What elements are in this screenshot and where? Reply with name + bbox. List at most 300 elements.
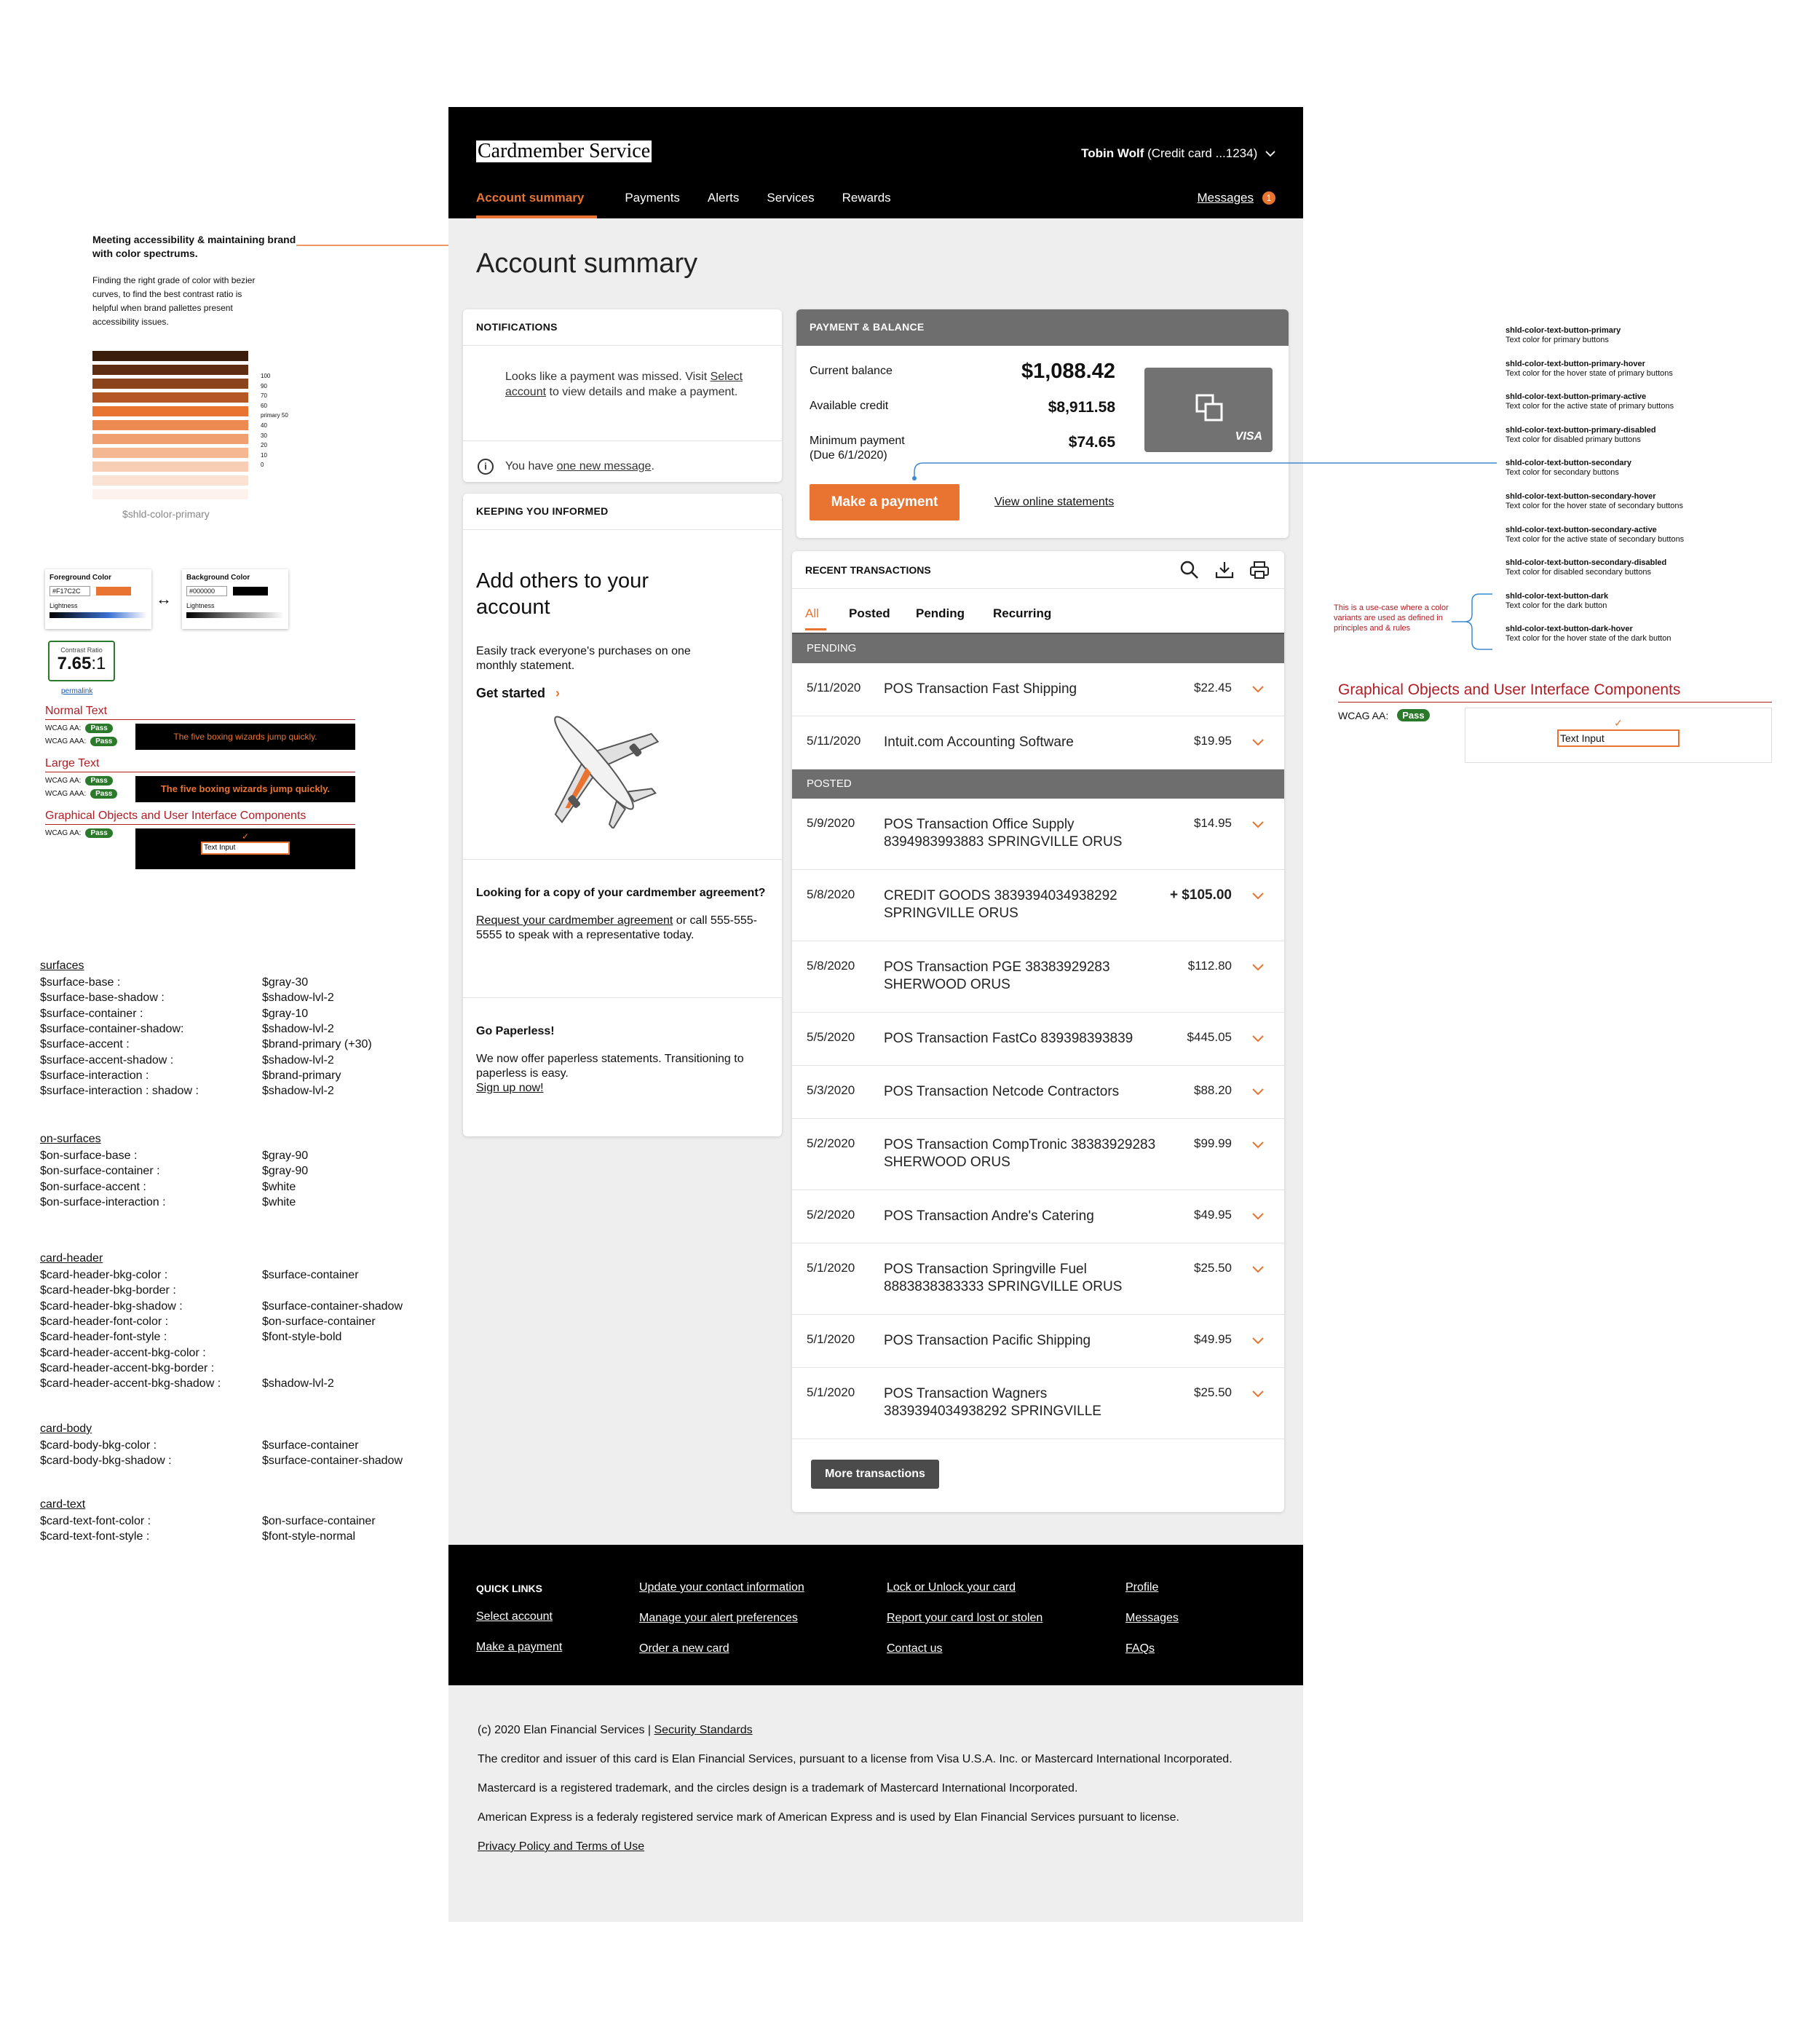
transaction-date: 5/2/2020 [807,1208,855,1222]
spectrum-body: Finding the right grade of color with bezier curves, to find the best contrast ratio is helpful when brand pallettes present accessibility issues. [92,275,256,327]
quick-links-heading: QUICK LINKS [476,1583,542,1594]
token-description: Text color for disabled secondary buttons [1506,568,1651,577]
agreement-title: Looking for a copy of your cardmember agreement? [476,887,766,899]
token-value: $shadow-lvl-2 [262,1377,334,1390]
large-text-heading: Large Text [45,757,100,769]
text: Looks like a payment was missed. Visit [505,371,711,383]
footer-link-profile[interactable]: Profile [1125,1581,1159,1594]
chevron-down-icon[interactable] [1252,1033,1264,1045]
contrast-ratio [48,641,115,681]
normal-text-sample: The five boxing wizards jump quickly. [135,724,355,750]
token-name: shld-color-text-button-primary-disabled [1506,425,1656,435]
more-transactions-button[interactable]: More transactions [811,1460,939,1489]
chevron-down-icon[interactable] [1252,1388,1264,1400]
token-value: $surface-container [262,1439,359,1452]
bg-lightness-label: Lightness [186,602,215,609]
text-input-sample[interactable]: Text Input [1557,729,1679,747]
transaction-description: Intuit.com Accounting Software [884,735,1074,750]
token-group-heading: card-text [40,1498,86,1511]
wcag-aa-label: WCAG AA: [1338,709,1389,721]
color-swatch [92,365,248,375]
chevron-down-icon[interactable] [1252,1139,1264,1151]
privacy-link[interactable]: Privacy Policy and Terms of Use [478,1840,645,1853]
transaction-tabs [792,589,1284,634]
tab-pending[interactable]: Pending [916,606,965,620]
token-key: $card-header-accent-bkg-border : [40,1361,215,1374]
current-balance-row [810,360,1115,399]
button-token [1506,558,1746,577]
nav-account-summary[interactable]: Account summary [476,191,597,218]
token-value: $surface-container-shadow [262,1299,403,1313]
use-case-note: This is a use-case where a color variants are used as defined in principles and & rules [1334,604,1449,633]
select-account-link[interactable]: Select account [505,371,743,398]
transaction-date: 5/2/2020 [807,1136,855,1150]
token-key: $surface-accent-shadow : [40,1053,174,1067]
transaction-date: 5/11/2020 [807,734,861,748]
chevron-right-icon: › [555,686,561,700]
button-token [1506,360,1746,379]
swatch-label: 60 [261,402,267,409]
token-description: Text color for the active state of secondary buttons [1506,534,1685,544]
transaction-date: 5/9/2020 [807,816,855,830]
bg-hex-input[interactable]: #000000 [186,586,227,596]
new-message-link[interactable]: one new message [556,460,652,472]
transaction-date: 5/5/2020 [807,1030,855,1044]
make-payment-button[interactable]: Make a payment [810,484,960,521]
tab-recurring[interactable]: Recurring [993,606,1052,620]
transaction-amount: $49.95 [1194,1208,1232,1222]
token-value: $on-surface-container [262,1315,376,1328]
transaction-description: POS Transaction Netcode Contractors [884,1084,1120,1099]
ratio-suffix: :1 [91,654,106,673]
token-value: $font-style-normal [262,1530,356,1543]
available-credit-value: $8,911.58 [1048,399,1115,416]
token-value: $shadow-lvl-2 [262,1053,334,1067]
transaction-amount: $112.80 [1187,959,1232,973]
transaction-description: POS Transaction Fast Shipping [884,681,1077,697]
transaction-date: 5/8/2020 [807,959,855,973]
paperless-body: We now offer paperless statements. Transitioning to paperless is easy. [476,1053,744,1080]
footer-link-faqs[interactable]: FAQs [1125,1642,1155,1655]
airplane-illustration [529,697,660,828]
legal-p1: The creditor and issuer of this card is Elan Financial Services, pursuant to a license from Visa U.S.A. Inc. or Mastercard International Incorporated. [478,1753,1233,1765]
keeping-title: KEEPING YOU INFORMED [463,494,782,530]
download-icon[interactable] [1214,560,1235,580]
token-name: shld-color-text-button-dark [1506,591,1609,601]
token-key: $on-surface-base : [40,1150,138,1162]
table-row[interactable] [792,1243,1284,1315]
color-swatch [92,379,248,389]
copyright: (c) 2020 Elan Financial Services | [478,1724,654,1736]
view-statements-link[interactable]: View online statements [994,496,1115,508]
footer-link-order-card[interactable]: Order a new card [639,1642,729,1655]
transaction-amount: $25.50 [1194,1261,1232,1275]
pass-badge: Pass [85,828,112,838]
chevron-down-icon[interactable] [1252,1086,1264,1098]
account-switcher[interactable] [1081,146,1275,161]
button-token [1506,625,1746,644]
token-key: $on-surface-interaction : [40,1195,166,1208]
wcag-aaa-label: WCAG AAA: [45,737,87,745]
token-name: shld-color-text-button-primary [1506,326,1621,335]
token-key: $surface-interaction : shadow : [40,1085,199,1098]
footer-link-alert-preferences[interactable]: Manage your alert preferences [639,1612,798,1624]
transaction-date: 5/1/2020 [807,1385,855,1399]
chevron-down-icon[interactable] [1252,1335,1264,1347]
check-icon: ✓ [1614,717,1623,729]
wcag-aa-row [45,724,113,733]
messages-link[interactable] [1198,191,1275,205]
button-token [1506,326,1746,345]
divider [45,719,355,720]
quick-links-footer [448,1545,1303,1685]
swatch-label: 90 [261,382,267,389]
transaction-date: 5/1/2020 [807,1261,855,1275]
pass-badge: Pass [90,737,117,746]
graphical-sample [135,828,355,869]
current-balance-label: Current balance [810,365,893,377]
token-group-heading: on-surfaces [40,1133,101,1145]
swatch-label: primary 50 [261,412,288,419]
button-token [1506,592,1746,611]
token-key: $card-body-bkg-color : [40,1439,157,1452]
chevron-down-icon[interactable] [1252,684,1264,695]
token-key: $card-text-font-color : [40,1515,151,1527]
button-token [1506,426,1746,445]
transaction-amount: $22.45 [1194,681,1232,695]
agreement-section [463,859,782,997]
wcag-aaa-label: WCAG AAA: [45,790,87,798]
fg-lightness-slider[interactable] [50,612,147,618]
wcag-aa-row [1338,709,1430,721]
transactions-title: RECENT TRANSACTIONS [805,564,931,576]
transaction-date: 5/11/2020 [807,681,861,695]
table-row[interactable] [792,1315,1284,1368]
background-picker[interactable] [182,569,288,629]
token-key: $card-text-font-style : [40,1530,150,1543]
color-swatch [92,462,248,472]
transaction-amount: $88.20 [1194,1083,1232,1097]
color-swatch [92,489,248,499]
large-text-sample: The five boxing wizards jump quickly. [135,776,355,802]
token-key: $card-header-bkg-border : [40,1284,176,1297]
text: You have [505,460,554,472]
transaction-date: 5/1/2020 [807,1332,855,1346]
token-value: $font-style-bold [262,1331,342,1344]
token-value: $shadow-lvl-2 [262,1085,334,1098]
payment-title: PAYMENT & BALANCE [796,309,1289,346]
pass-badge: Pass [1397,709,1429,721]
notification-message [463,346,782,441]
token-value: $white [262,1195,296,1208]
pass-badge: Pass [85,776,112,786]
main-nav [476,191,919,218]
nav-rewards[interactable]: Rewards [842,191,891,205]
nav-services[interactable]: Services [767,191,815,205]
balance-rows [810,360,1115,469]
messages-badge: 1 [1262,191,1275,205]
agreement-text: or call 555-555-5555 to speak with a representative today. [476,914,757,941]
fg-hex-input[interactable]: #F17C2C [50,586,90,596]
foreground-picker[interactable] [45,569,151,629]
chevron-down-icon[interactable] [1252,890,1264,902]
transaction-description: POS Transaction CompTronic 38383929283 SHERWOOD ORUS [884,1137,1156,1170]
token-name: shld-color-text-button-primary-hover [1506,359,1645,368]
tab-posted[interactable]: Posted [849,606,890,620]
normal-text-heading: Normal Text [45,705,108,717]
chevron-down-icon[interactable] [1252,819,1264,831]
notification-footer [463,441,782,492]
fg-chip [96,587,131,595]
bg-lightness-slider[interactable] [186,612,284,618]
nav-alerts[interactable]: Alerts [707,191,740,205]
transaction-amount: $445.05 [1187,1030,1232,1044]
swatch-label: 40 [261,422,267,429]
table-row[interactable] [792,1066,1284,1119]
promo-description: Easily track everyone's purchases on one monthly statement. [476,645,691,672]
graphical-sample-light [1465,708,1772,763]
token-name: shld-color-text-button-primary-active [1506,392,1647,402]
token-key: $card-header-bkg-color : [40,1269,168,1281]
wcag-aa-row [45,776,113,786]
token-group-heading: card-header [40,1252,103,1265]
token-name: shld-color-text-button-secondary-active [1506,525,1657,534]
app-window [448,107,1303,1922]
copy-icon [1192,391,1227,426]
token-name: shld-color-text-button-secondary-disabled [1506,558,1667,568]
ratio-label: Contrast Ratio [60,646,103,654]
brand-logo[interactable]: Cardmember Service [478,140,651,162]
swatch-label: 0 [261,462,264,469]
swatch-label: 100 [261,373,271,379]
visa-logo: VISA [1235,430,1262,443]
legal-p2: Mastercard is a registered trademark, and the circles design is a trademark of Mastercard International Incorporated. [478,1782,1078,1795]
notifications-title: NOTIFICATIONS [463,309,782,346]
wcag-aa-row [45,828,113,838]
color-spectrum [92,351,248,503]
token-description: Text color for the hover state of the dark button [1506,634,1671,644]
divider [1338,702,1772,703]
connector-line [910,459,1500,480]
transaction-description: POS Transaction PGE 38383929283 SHERWOOD ORUS [884,959,1110,992]
table-row[interactable] [792,870,1284,941]
notifications-card [463,309,782,482]
wcag-aa-label: WCAG AA: [45,724,82,732]
color-swatch [92,420,248,430]
legal-p3: American Express is a federaly registered service mark of American Express and is used by Elan Financial Services pursuant to license. [478,1811,1179,1824]
table-row[interactable] [792,1119,1284,1190]
token-value: $brand-primary [262,1069,341,1082]
footer-link-select-account[interactable]: Select account [476,1610,553,1623]
transaction-date: 5/8/2020 [807,887,855,901]
pass-badge: Pass [90,789,117,799]
token-key: $surface-container-shadow: [40,1022,184,1035]
transaction-amount: $25.50 [1194,1385,1232,1399]
promo-headline: Add others to your account [476,569,649,619]
wcag-aa-label: WCAG AA: [45,829,82,837]
legal-footer [478,1723,1278,1869]
spectrum-title: Meeting accessibility & maintaining brand with color spectrums. [92,234,296,259]
minimum-payment-value: $74.65 [1068,434,1115,451]
token-value: $shadow-lvl-2 [262,1022,334,1035]
token-value: $gray-10 [262,1007,309,1020]
security-standards-link[interactable]: Security Standards [654,1724,753,1736]
table-row[interactable] [792,799,1284,870]
token-name: shld-color-text-button-secondary-hover [1506,492,1656,501]
credit-card-image [1144,368,1273,452]
token-key: $card-header-bkg-shadow : [40,1299,183,1313]
transaction-description: POS Transaction Office Supply 8394983993883 SPRINGVILLE ORUS [884,817,1123,850]
color-swatch [92,406,248,416]
text: . [651,460,654,472]
paperless-title: Go Paperless! [476,1025,555,1037]
table-row[interactable] [792,1013,1284,1066]
button-token [1506,526,1746,545]
get-started-label: Get started [476,686,546,700]
chevron-down-icon[interactable] [1252,962,1264,973]
bg-label: Background Color [186,574,250,582]
token-value: $surface-container-shadow [262,1455,403,1468]
button-token [1506,492,1746,511]
table-row[interactable] [792,1368,1284,1439]
request-agreement-link[interactable]: Request your cardmember agreement [476,914,673,927]
user-card: (Credit card ...1234) [1144,146,1258,160]
search-icon[interactable] [1179,560,1200,580]
fg-label: Foreground Color [50,574,111,582]
permalink[interactable]: permalink [61,687,93,695]
token-key: $surface-base-shadow : [40,992,165,1005]
footer-link-update-contact[interactable]: Update your contact information [639,1581,804,1594]
token-name: shld-color-text-button-dark-hover [1506,625,1633,634]
payment-balance-card [796,309,1289,538]
table-row[interactable] [792,716,1284,769]
page-title: Account summary [476,248,698,279]
bg-chip [233,587,268,595]
current-balance-value: $1,088.42 [1021,360,1115,383]
token-value: $gray-30 [262,976,309,989]
transactions-card [792,551,1284,1512]
user-name: Tobin Wolf [1081,146,1144,160]
min-due: (Due 6/1/2020) [810,449,887,462]
token-key: $surface-interaction : [40,1069,149,1082]
token-value: $brand-primary (+30) [262,1038,372,1051]
spectrum-name: $shld-color-primary [122,508,210,520]
token-description: Text color for secondary buttons [1506,468,1619,478]
token-value: $white [262,1180,296,1193]
text-input-sample[interactable]: Text Input [201,842,290,855]
messages-label: Messages [1197,191,1254,205]
min-label: Minimum payment [810,435,905,447]
header [448,107,1303,218]
token-key: $on-surface-accent : [40,1180,146,1193]
token-value: $surface-container [262,1269,359,1281]
fg-lightness-label: Lightness [50,602,78,609]
wcag-aaa-row [45,789,117,799]
transaction-description: CREDIT GOODS 3839394034938292 SPRINGVILLE ORUS [884,888,1117,921]
footer-link-report-lost[interactable]: Report your card lost or stolen [887,1612,1043,1624]
swatch-label: 20 [261,442,267,449]
token-description: Text color for the hover state of primary buttons [1506,368,1673,378]
footer-link-messages[interactable]: Messages [1125,1612,1179,1624]
wcag-aaa-row [45,737,117,746]
token-key: $on-surface-container : [40,1165,160,1178]
token-description: Text color for primary buttons [1506,336,1609,344]
token-key: $surface-container : [40,1007,143,1020]
chevron-down-icon[interactable] [1252,737,1264,748]
swatch-label: 70 [261,392,267,400]
token-value: $gray-90 [262,1150,309,1162]
color-swatch [92,351,248,361]
graphical-heading: Graphical Objects and User Interface Components [45,810,306,822]
transaction-amount: + $105.00 [1169,887,1232,903]
token-value: $gray-90 [262,1165,309,1178]
footer-link-contact-us[interactable]: Contact us [887,1642,943,1655]
transaction-date: 5/3/2020 [807,1083,855,1097]
table-row[interactable] [792,1190,1284,1243]
chevron-down-icon[interactable] [1252,1211,1264,1222]
table-row[interactable] [792,941,1284,1013]
button-token [1506,392,1746,411]
available-credit-row [810,399,1115,434]
nav-payments[interactable]: Payments [625,191,680,205]
print-icon[interactable] [1249,560,1270,580]
color-swatch [92,434,248,444]
graphical-heading-right: Graphical Objects and User Interface Components [1338,681,1681,698]
bracket-connector [1450,590,1494,654]
transaction-description: POS Transaction Andre's Catering [884,1208,1094,1224]
footer-link-lock-card[interactable]: Lock or Unlock your card [887,1581,1016,1594]
token-key: $card-header-accent-bkg-shadow : [40,1377,221,1390]
keeping-informed-card [463,494,782,1136]
token-description: Text color for the dark button [1506,601,1607,610]
sign-up-link[interactable]: Sign up now! [476,1082,544,1094]
wcag-aa-label: WCAG AA: [45,777,82,785]
token-key: $card-header-accent-bkg-color : [40,1346,206,1359]
transaction-amount: $49.95 [1194,1332,1232,1346]
transaction-description: POS Transaction FastCo 839398393839 [884,1031,1133,1046]
paperless-section [463,997,782,1096]
minimum-payment-label [810,434,905,463]
available-credit-label: Available credit [810,400,889,412]
spectrum-labels [261,371,288,470]
token-description: Text color for disabled primary buttons [1506,435,1641,444]
token-key: $card-body-bkg-shadow : [40,1455,172,1468]
swatch-label: 10 [261,451,267,459]
token-description: Text color for the active state of primary buttons [1506,402,1674,411]
chevron-down-icon[interactable] [1252,1264,1264,1275]
color-swatch [92,392,248,403]
transaction-description: POS Transaction Springville Fuel 8883838383333 SPRINGVILLE ORUS [884,1262,1123,1294]
button-token [1506,459,1746,478]
transaction-amount: $19.95 [1194,734,1232,748]
token-value: $shadow-lvl-2 [262,992,334,1005]
color-swatch [92,448,248,458]
footer-link-make-payment[interactable]: Make a payment [476,1641,563,1653]
table-row[interactable] [792,663,1284,716]
info-icon: i [478,459,494,475]
token-key: $card-header-font-style : [40,1331,167,1344]
tab-all[interactable]: All [805,606,826,630]
transaction-list [792,634,1284,1439]
pass-badge: Pass [85,724,112,733]
token-value: $on-surface-container [262,1515,376,1527]
swatch-label: 30 [261,432,267,439]
token-description: Text color for the hover state of secondary buttons [1506,502,1683,510]
token-key: $surface-accent : [40,1038,130,1051]
section-band: PENDING [792,634,1284,663]
token-key: $card-header-font-color : [40,1315,169,1328]
chevron-down-icon [1265,150,1275,157]
